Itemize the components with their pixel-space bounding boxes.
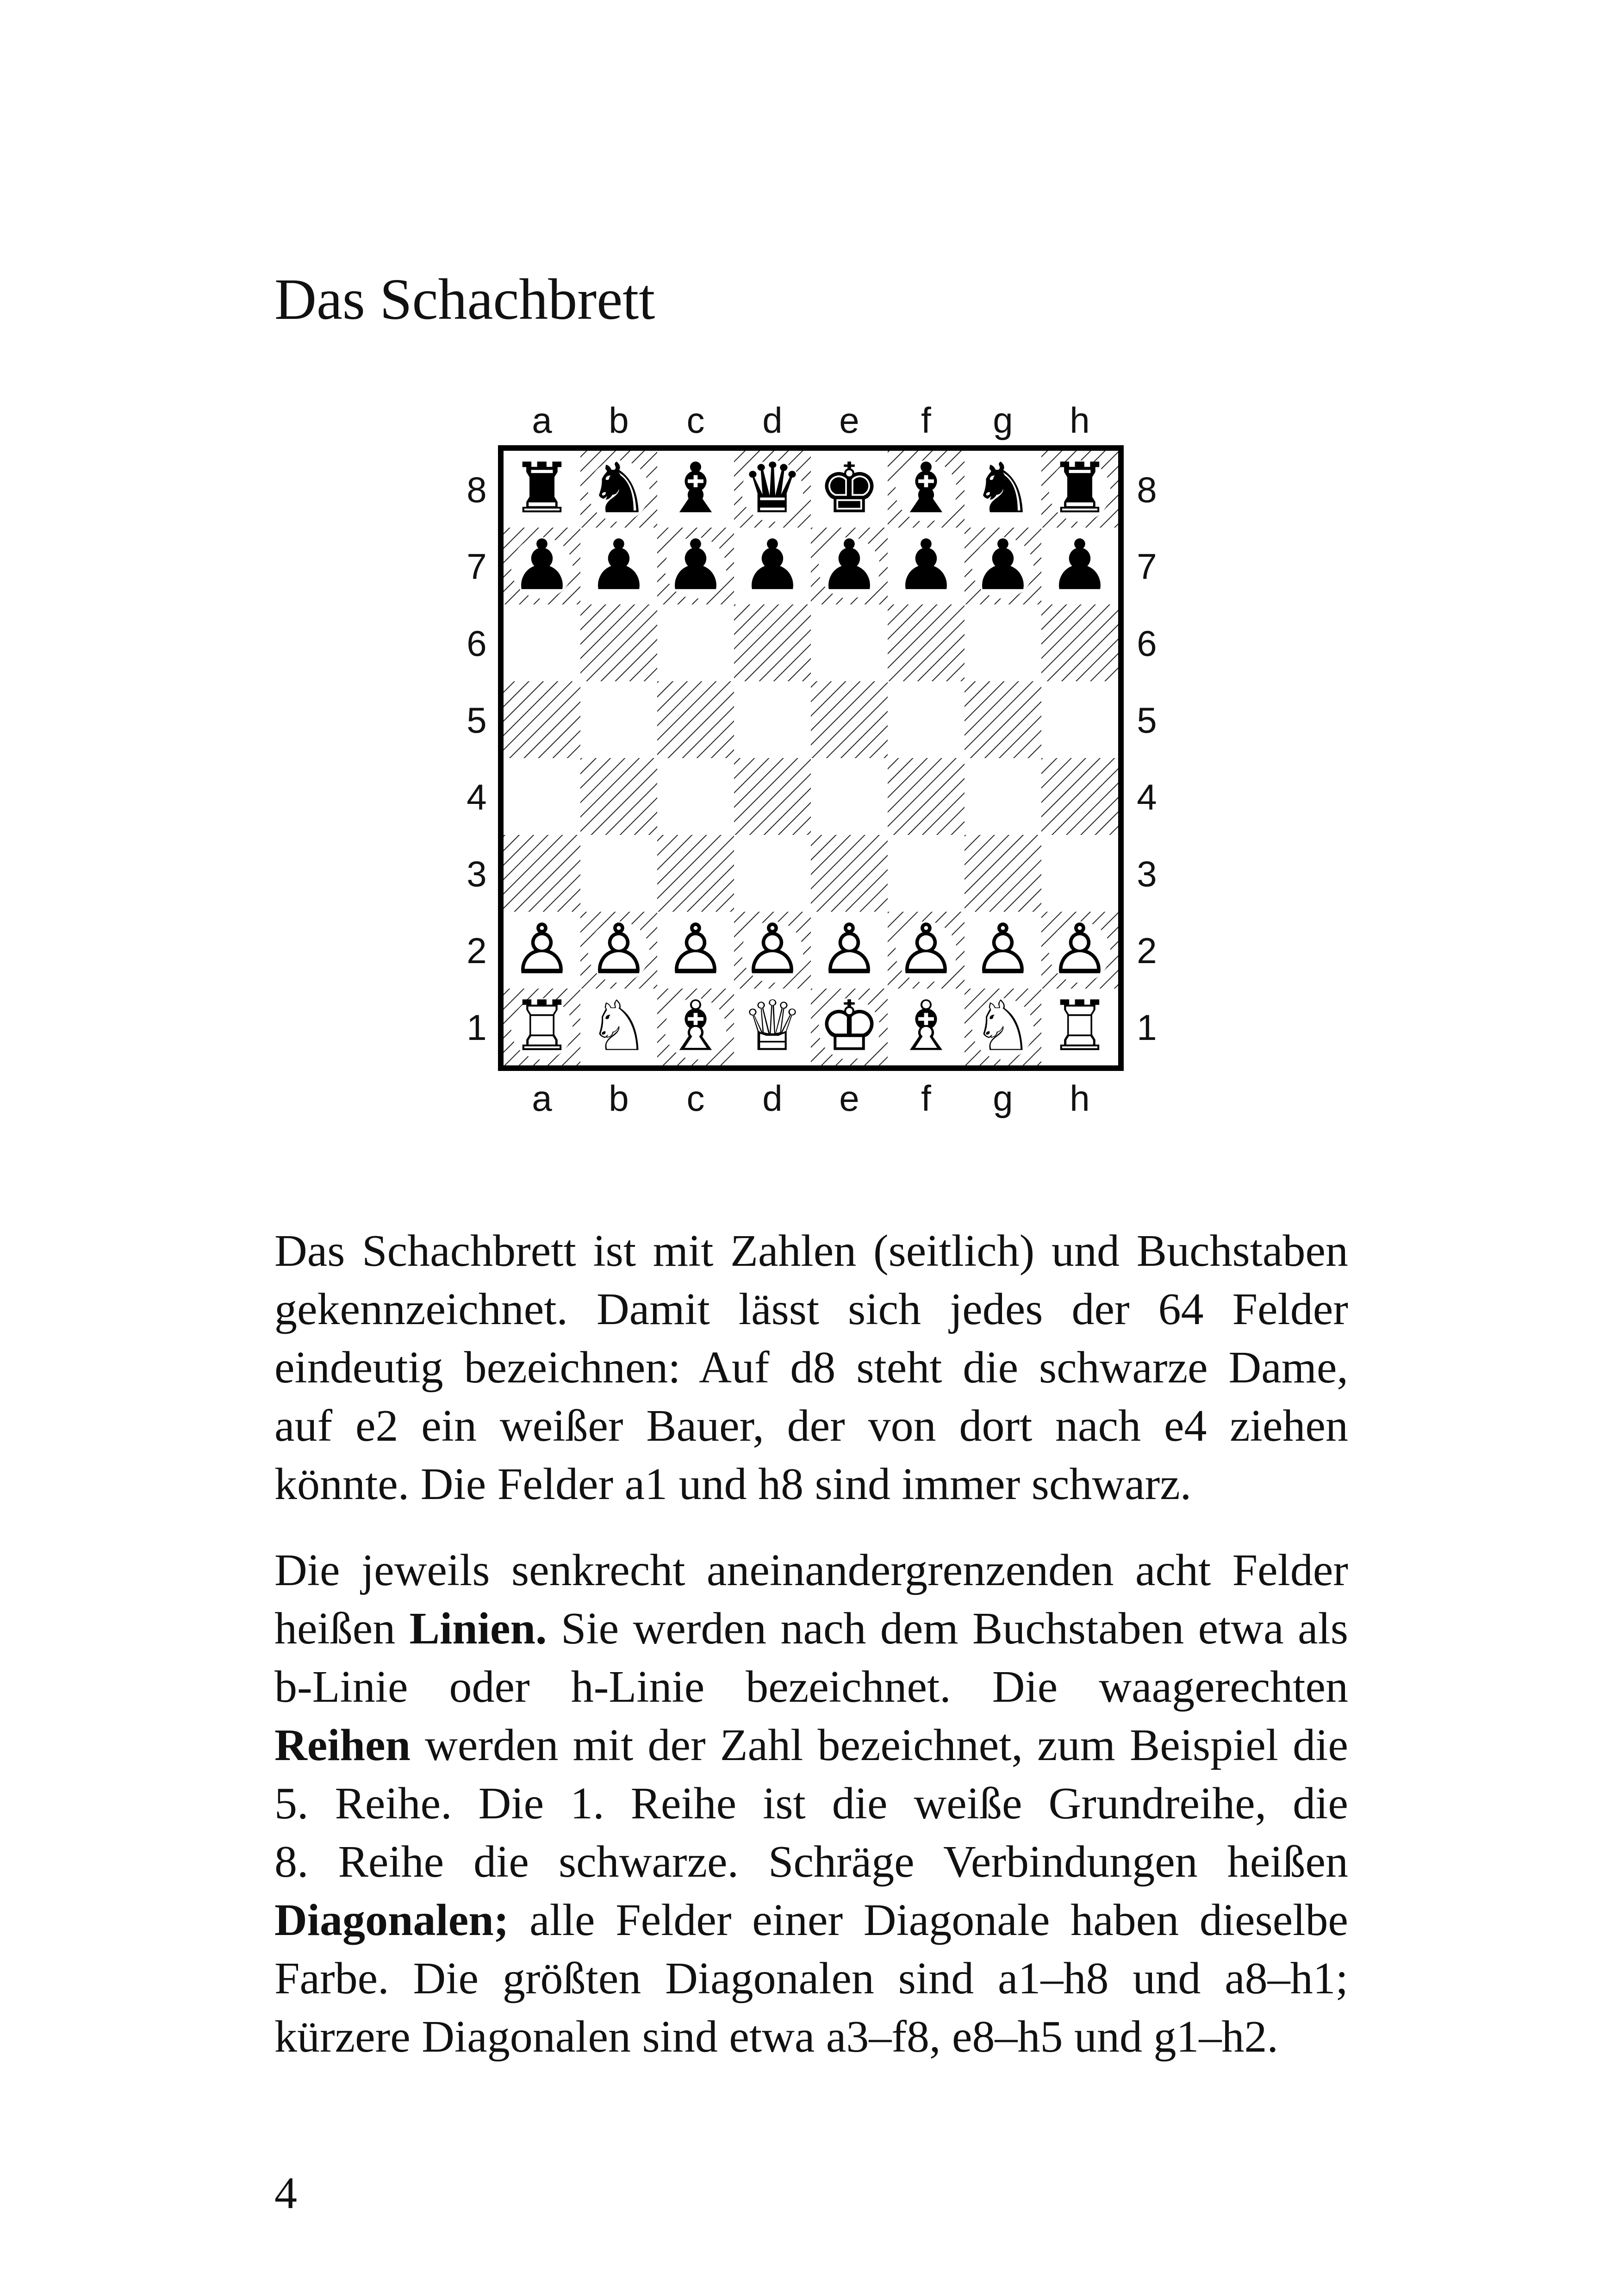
text-run: alle Felder einer Diagonale haben dieselbe [509,1895,1348,1945]
text-line [274,1716,1348,1774]
chess-piece-g2: ♙ [971,909,1034,990]
light-square-a4 [504,758,580,835]
light-square-c4 [657,758,734,835]
dark-square-g5 [965,681,1041,758]
chess-piece-g7: ♟ [971,525,1034,606]
light-square-h5 [1041,681,1118,758]
light-square-a6 [504,604,580,681]
dark-square-c3 [657,835,734,912]
chess-piece-h8: ♜ [1048,448,1111,529]
chess-piece-h1: ♖ [1048,986,1111,1067]
text-line: auf e2 ein weißer Bauer, der von dort nach e4 ziehen [274,1401,1348,1451]
file-label-top: e [839,400,859,441]
file-label-bottom: b [609,1078,629,1119]
page-title: Das Schachbrett [274,268,655,332]
chess-piece-c1: ♗ [664,986,727,1067]
text-run: heißen [274,1604,410,1654]
file-label-bottom: g [993,1078,1013,1119]
chess-piece-e1: ♔ [818,986,881,1067]
text-line [274,1891,1348,1949]
dark-square-e3 [811,835,888,912]
chess-piece-d1: ♕ [741,986,804,1067]
dark-square-a5 [504,681,580,758]
light-square-f5 [888,681,965,758]
dark-square-a3 [504,835,580,912]
paragraph-2 [274,1541,1348,2066]
chess-piece-f1: ♗ [895,986,958,1067]
file-label-bottom: a [532,1078,552,1119]
rank-label-left: 7 [467,546,487,587]
rank-label-left: 1 [467,1007,487,1048]
file-label-bottom: c [686,1078,705,1119]
file-label-bottom: d [762,1078,783,1119]
term-reihen: Reihen [274,1720,411,1770]
text-run: Sie werden nach dem Buchstaben etwa als [547,1604,1348,1654]
light-square-d3 [734,835,811,912]
chess-piece-g1: ♘ [971,986,1034,1067]
text-line: gekennzeichnet. Damit lässt sich jedes der 64 Felder [274,1284,1348,1334]
light-square-b3 [580,835,657,912]
text-line [274,1599,1348,1658]
chess-piece-f7: ♟ [895,525,958,606]
text-line: Die jeweils senkrecht aneinandergrenzenden acht Felder [274,1545,1348,1595]
chess-piece-c7: ♟ [664,525,727,606]
light-square-d5 [734,681,811,758]
dark-square-d6 [734,604,811,681]
file-label-top: f [921,400,931,441]
rank-label-right: 8 [1137,469,1157,510]
dark-square-f4 [888,758,965,835]
chess-piece-f2: ♙ [895,909,958,990]
chess-piece-e2: ♙ [818,909,881,990]
light-square-g6 [965,604,1041,681]
term-diagonalen: Diagonalen; [274,1895,509,1945]
chess-piece-d2: ♙ [741,909,804,990]
chess-piece-f8: ♝ [895,448,958,529]
file-label-top: a [532,400,552,441]
text-run: werden mit der Zahl bezeichnet, zum Beispiel die [411,1720,1348,1770]
dark-square-e5 [811,681,888,758]
chess-piece-d7: ♟ [741,525,804,606]
file-label-bottom: f [921,1078,931,1119]
text-line: b-Linie oder h-Linie bezeichnet. Die waagerechten [274,1662,1348,1712]
file-label-bottom: e [839,1078,859,1119]
rank-label-right: 6 [1137,623,1157,664]
chess-piece-e7: ♟ [818,525,881,606]
rank-label-left: 5 [467,700,487,740]
rank-label-right: 4 [1137,777,1157,817]
chess-piece-b8: ♞ [587,448,650,529]
term-linien: Linien. [409,1604,547,1654]
text-line: könnte. Die Felder a1 und h8 sind immer schwarz. [274,1459,1192,1509]
chess-piece-a7: ♟ [510,525,573,606]
rank-label-right: 5 [1137,700,1157,740]
light-square-e4 [811,758,888,835]
paragraph-1 [274,1222,1348,1513]
chess-piece-b1: ♘ [587,986,650,1067]
page-number: 4 [274,2168,297,2218]
file-label-top: d [762,400,783,441]
chess-piece-c2: ♙ [664,909,727,990]
rank-label-left: 2 [467,930,487,971]
dark-square-c5 [657,681,734,758]
chess-piece-b2: ♙ [587,909,650,990]
rank-label-right: 7 [1137,546,1157,587]
text-line: Farbe. Die größten Diagonalen sind a1–h8 und a8–h1; [274,1954,1348,2004]
light-square-g4 [965,758,1041,835]
dark-square-h6 [1041,604,1118,681]
chess-piece-b7: ♟ [587,525,650,606]
file-label-top: b [609,400,629,441]
rank-label-left: 4 [467,777,487,817]
chess-piece-h2: ♙ [1048,909,1111,990]
chess-piece-h7: ♟ [1048,525,1111,606]
rank-label-right: 1 [1137,1007,1157,1048]
text-line: Das Schachbrett ist mit Zahlen (seitlich) und Buchstaben [274,1226,1348,1276]
rank-label-right: 3 [1137,853,1157,894]
dark-square-f6 [888,604,965,681]
text-line: kürzere Diagonalen sind etwa a3–f8, e8–h5 und g1–h2. [274,2012,1278,2062]
light-square-c6 [657,604,734,681]
rank-label-right: 2 [1137,930,1157,971]
dark-square-h4 [1041,758,1118,835]
rank-label-left: 8 [467,469,487,510]
text-line: 8. Reihe die schwarze. Schräge Verbindungen heißen [274,1837,1348,1887]
file-label-top: g [993,400,1013,441]
text-line: eindeutig bezeichnen: Auf d8 steht die schwarze Dame, [274,1343,1348,1393]
file-label-top: c [686,400,705,441]
light-square-b5 [580,681,657,758]
chess-piece-a2: ♙ [510,909,573,990]
dark-square-d4 [734,758,811,835]
chess-piece-a8: ♜ [510,448,573,529]
chess-piece-a1: ♖ [510,986,573,1067]
rank-label-left: 6 [467,623,487,664]
dark-square-b6 [580,604,657,681]
chess-piece-g8: ♞ [971,448,1034,529]
dark-square-b4 [580,758,657,835]
chess-piece-d8: ♛ [741,448,804,529]
light-square-h3 [1041,835,1118,912]
light-square-e6 [811,604,888,681]
file-label-bottom: h [1070,1078,1090,1119]
dark-square-g3 [965,835,1041,912]
chess-piece-c8: ♝ [664,448,727,529]
rank-label-left: 3 [467,853,487,894]
file-label-top: h [1070,400,1090,441]
light-square-f3 [888,835,965,912]
chess-piece-e8: ♚ [818,448,881,529]
text-line: 5. Reihe. Die 1. Reihe ist die weiße Grundreihe, die [274,1779,1348,1829]
